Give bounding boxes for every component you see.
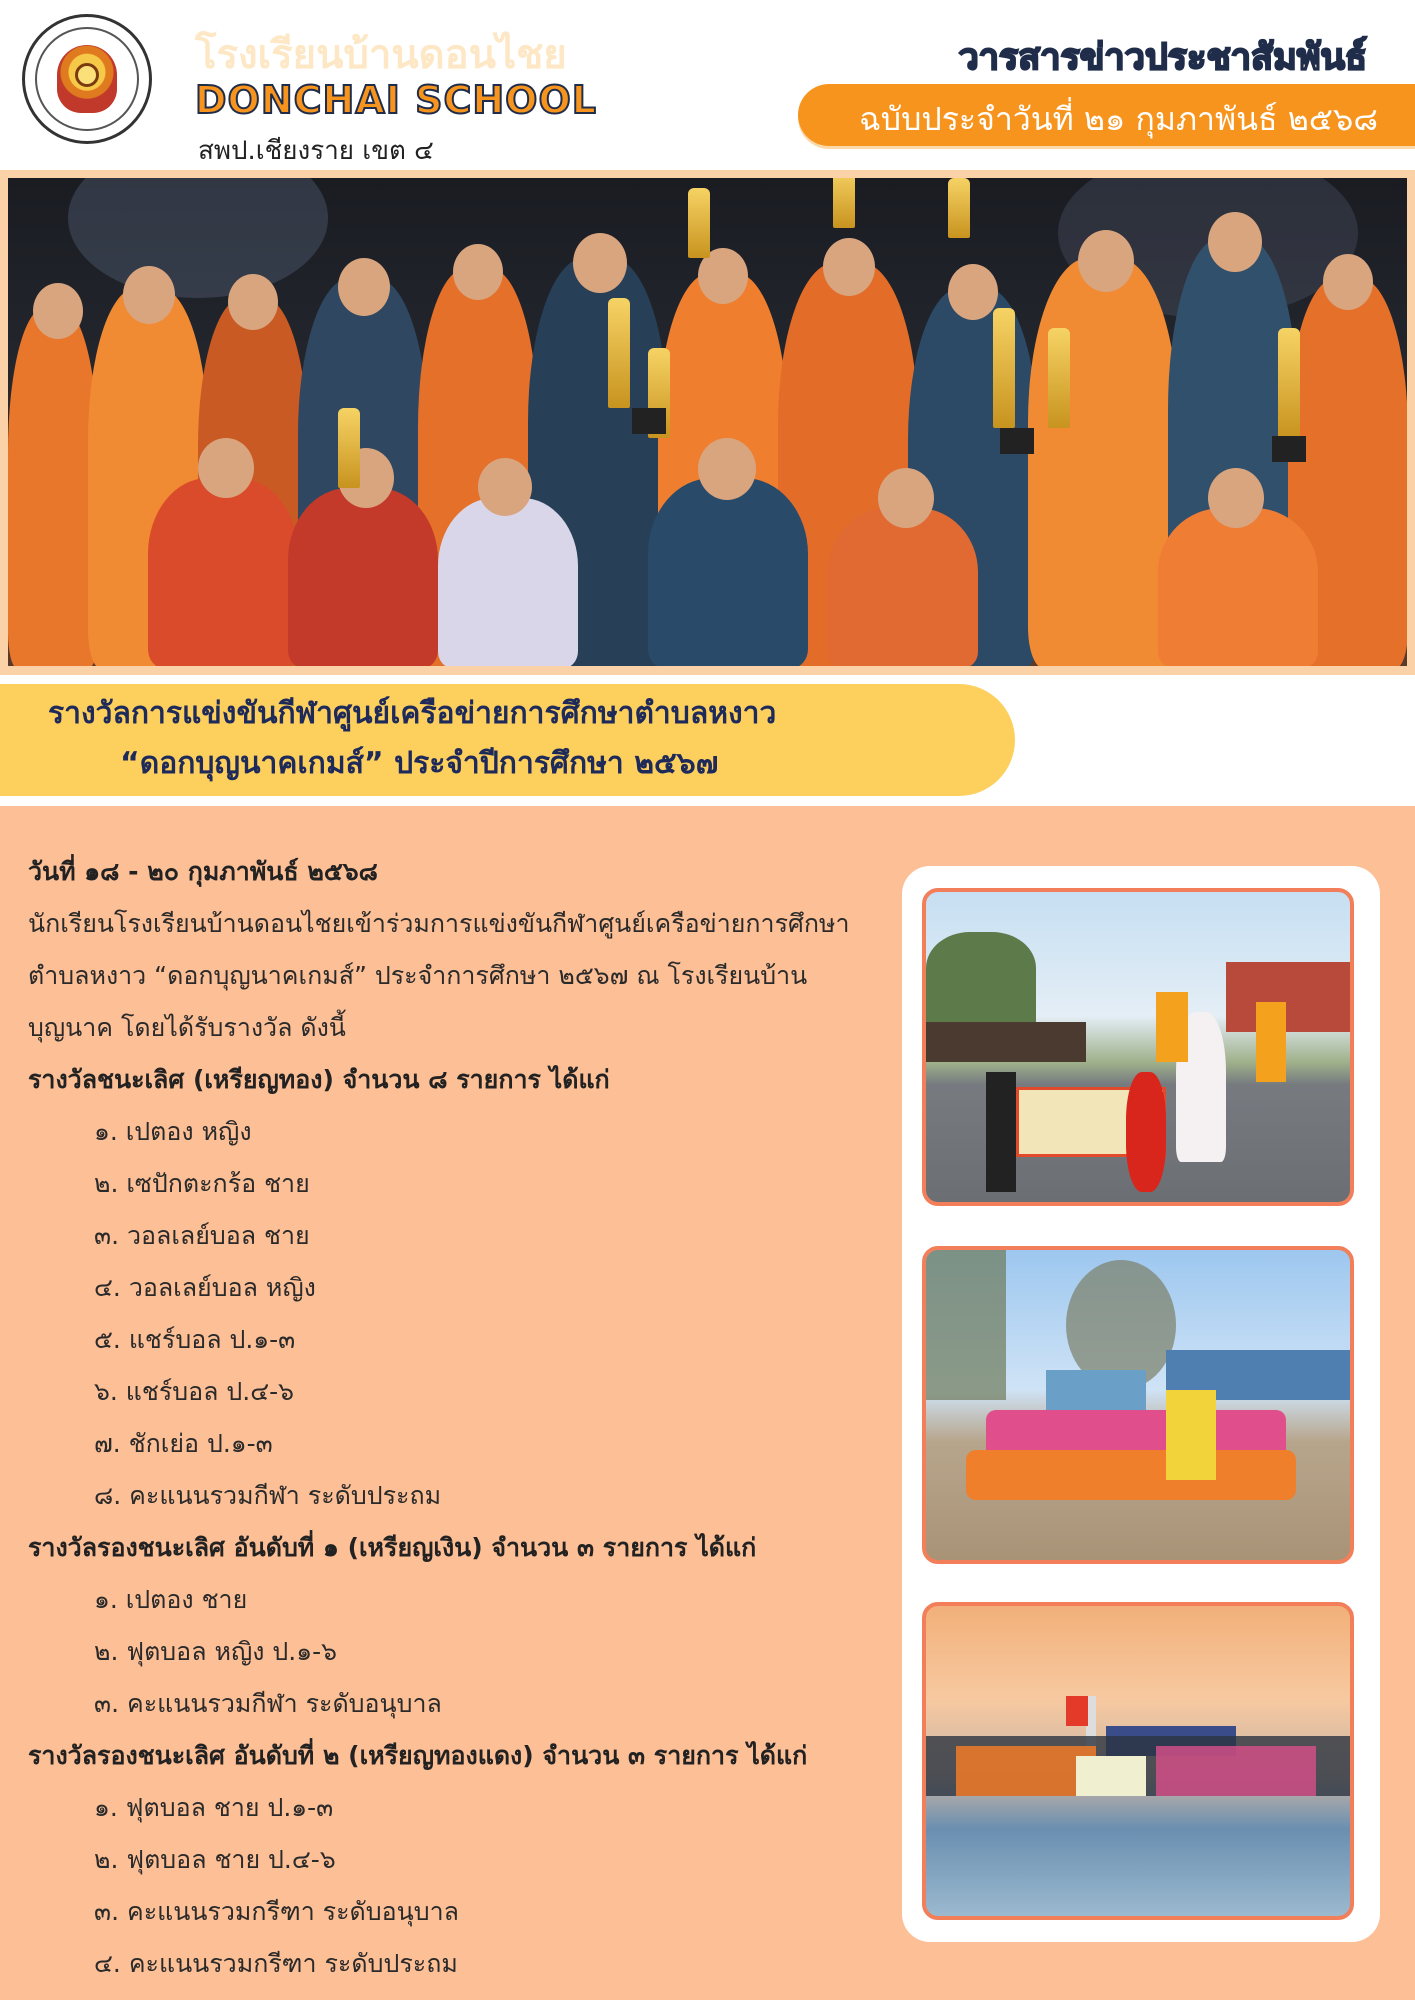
issue-date: ฉบับประจำวันที่ ๒๑ กุมภาพันธ์ ๒๕๖๘	[858, 100, 1378, 138]
district-label: สพป.เชียงราย เขต ๔	[198, 136, 434, 166]
hero-photo	[8, 178, 1407, 666]
article-body	[28, 846, 888, 1990]
gold-item: ๕. แชร์บอล ป.๑-๓	[94, 1325, 296, 1354]
school-name-th: โรงเรียนบ้านดอนไชย	[195, 32, 567, 78]
gold-item: ๔. วอลเลย์บอล หญิง	[94, 1273, 316, 1302]
photo-team-field	[922, 1246, 1354, 1564]
silver-item: ๑. เปตอง ชาย	[94, 1585, 248, 1614]
photo-parade	[922, 888, 1354, 1206]
newsletter-title: วารสารข่าวประชาสัมพันธ์	[958, 37, 1367, 78]
bronze-heading: รางวัลรองชนะเลิศ อันดับที่ ๒ (เหรียญทองแดง) จำนวน ๓ รายการ ได้แก่	[28, 1741, 808, 1770]
bronze-item: ๒. ฟุตบอล ชาย ป.๔-๖	[94, 1845, 336, 1874]
bronze-item: ๔. คะแนนรวมกรีฑา ระดับประถม	[94, 1949, 458, 1978]
gold-item: ๒. เซปักตะกร้อ ชาย	[94, 1169, 310, 1198]
article-title-line2: “ดอกบุญนาคเกมส์” ประจำปีการศึกษา ๒๕๖๗	[120, 746, 719, 781]
logo-dharma-wheel-icon	[75, 63, 99, 87]
article-title-line1: รางวัลการแข่งขันกีฬาศูนย์เครือข่ายการศึกษาตำบลหงาว	[48, 696, 777, 731]
silver-item: ๒. ฟุตบอล หญิง ป.๑-๖	[94, 1637, 337, 1666]
gold-item: ๖. แชร์บอล ป.๔-๖	[94, 1377, 295, 1406]
intro-line-3: บุญนาค โดยได้รับรางวัล ดังนี้	[28, 1013, 346, 1042]
gold-item: ๓. วอลเลย์บอล ชาย	[94, 1221, 310, 1250]
intro-line-2: ตำบลหงาว “ดอกบุญนาคเกมส์” ประจำการศึกษา ๒๕๖๗ ณ โรงเรียนบ้าน	[28, 961, 808, 990]
gold-item: ๗. ชักเย่อ ป.๑-๓	[94, 1429, 273, 1458]
bronze-item: ๑. ฟุตบอล ชาย ป.๑-๓	[94, 1793, 334, 1822]
photo-opening-ceremony	[922, 1602, 1354, 1920]
event-date: วันที่ ๑๘ - ๒๐ กุมภาพันธ์ ๒๕๖๘	[28, 857, 378, 886]
school-logo	[22, 14, 152, 144]
intro-line-1: นักเรียนโรงเรียนบ้านดอนไชยเข้าร่วมการแข่งขันกีฬาศูนย์เครือข่ายการศึกษา	[28, 909, 850, 938]
silver-item: ๓. คะแนนรวมกีฬา ระดับอนุบาล	[94, 1689, 442, 1718]
gold-item: ๘. คะแนนรวมกีฬา ระดับประถม	[94, 1481, 442, 1510]
school-name-en: DONCHAI SCHOOL	[195, 78, 597, 122]
issue-date-badge	[798, 84, 1415, 146]
gold-item: ๑. เปตอง หญิง	[94, 1117, 252, 1146]
bronze-item: ๓. คะแนนรวมกรีฑา ระดับอนุบาล	[94, 1897, 459, 1926]
gold-heading: รางวัลชนะเลิศ (เหรียญทอง) จำนวน ๘ รายการ ได้แก่	[28, 1065, 610, 1094]
silver-heading: รางวัลรองชนะเลิศ อันดับที่ ๑ (เหรียญเงิน) จำนวน ๓ รายการ ได้แก่	[28, 1533, 757, 1562]
header	[0, 0, 1415, 172]
